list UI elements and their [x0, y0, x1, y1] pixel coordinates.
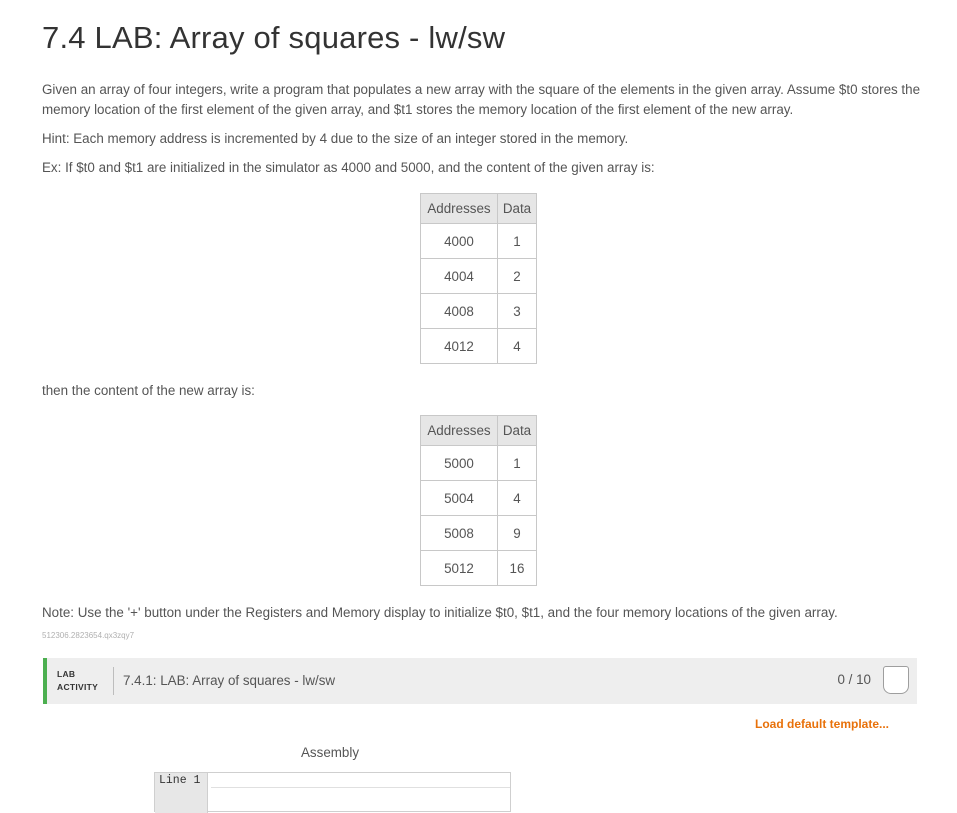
new-array-table [420, 415, 537, 586]
data-cell: 4 [498, 481, 537, 516]
address-cell: 4004 [421, 259, 498, 294]
table-header-row [421, 194, 537, 224]
lab-tag-line1: LAB [57, 669, 76, 679]
header-addresses: Addresses [421, 194, 498, 224]
load-default-template-link[interactable]: Load default template... [754, 717, 889, 731]
data-cell: 1 [498, 446, 537, 481]
data-cell: 2 [498, 259, 537, 294]
table-row [421, 259, 537, 294]
table-row [421, 551, 537, 586]
language-label: Assembly [301, 745, 360, 760]
lab-activity-title: 7.4.1: LAB: Array of squares - lw/sw [123, 673, 336, 688]
data-cell: 1 [498, 224, 537, 259]
activity-id-code: 512306.2823654.qx3zqy7 [42, 631, 135, 640]
address-cell: 5012 [421, 551, 498, 586]
table-row [421, 294, 537, 329]
address-cell: 4000 [421, 224, 498, 259]
address-cell: 4008 [421, 294, 498, 329]
example-paragraph: Ex: If $t0 and $t1 are initialized in the simulator as 4000 and 5000, and the content of the given array is: [42, 160, 655, 175]
header-data: Data [498, 416, 537, 446]
completion-badge-icon [883, 666, 909, 694]
editor-gutter [155, 773, 208, 813]
header-addresses: Addresses [421, 416, 498, 446]
lab-activity-body [43, 704, 917, 804]
table-row [421, 481, 537, 516]
header-divider [113, 667, 114, 695]
table-row [421, 446, 537, 481]
lab-tag-line2: ACTIVITY [57, 682, 99, 692]
lab-activity-tag [57, 668, 98, 694]
lab-activity-panel [43, 658, 917, 804]
table-row [421, 516, 537, 551]
table-row [421, 224, 537, 259]
note-paragraph: Note: Use the '+' button under the Registers and Memory display to initialize $t0, $t1, and the four memory locations of the given array. [42, 605, 838, 620]
table-header-row [421, 416, 537, 446]
data-cell: 9 [498, 516, 537, 551]
lab-activity-header [43, 658, 917, 704]
address-cell: 5000 [421, 446, 498, 481]
data-cell: 4 [498, 329, 537, 364]
address-cell: 4012 [421, 329, 498, 364]
line-number-label: Line 1 [159, 774, 201, 787]
header-data: Data [498, 194, 537, 224]
data-cell: 16 [498, 551, 537, 586]
table-row [421, 329, 537, 364]
page-title: 7.4 LAB: Array of squares - lw/sw [42, 20, 506, 55]
given-array-table [420, 193, 537, 364]
intro-paragraph: Given an array of four integers, write a program that populates a new array with the square of the elements in the given array. Assume $t0 stores the memory location of the first element of the given array, and $t1 stores the memory location of the first element of the new array. [42, 82, 921, 117]
lab-score: 0 / 10 [837, 672, 871, 687]
then-paragraph: then the content of the new array is: [42, 383, 255, 398]
hint-paragraph: Hint: Each memory address is incremented by 4 due to the size of an integer stored in the memory. [42, 131, 629, 146]
address-cell: 5004 [421, 481, 498, 516]
address-cell: 5008 [421, 516, 498, 551]
editor-line-input[interactable] [211, 773, 510, 788]
code-editor[interactable] [154, 772, 511, 812]
data-cell: 3 [498, 294, 537, 329]
